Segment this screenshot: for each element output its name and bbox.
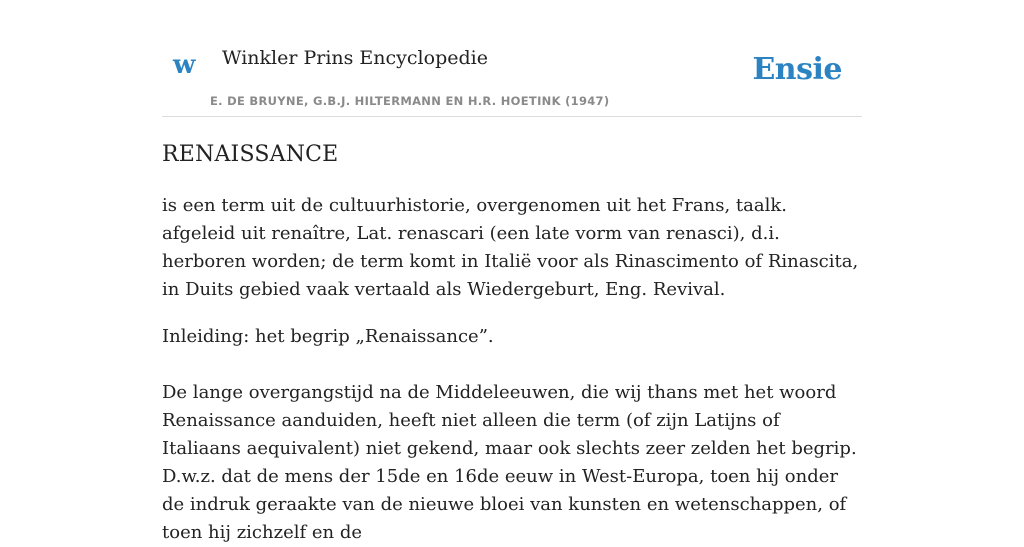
article-title: RENAISSANCE (162, 142, 339, 167)
article-intro: is een term uit de cultuurhistorie, overgenomen uit het Frans, taalk. afgeleid uit renaître, Lat. renascari (een late vorm van renasci), d.i. herboren worden; de term komt in Italië voor als Rinascimento of Rinascita, in Duits gebied vaak vertaald als Wiedergeburt, Eng. Revival. (162, 195, 859, 300)
article-body: De lange overgangstijd na de Middeleeuwen, die wij thans met het woord Renaissance aanduiden, heeft niet alleen die term (of zijn Latijns of Italiaans aequivalent) niet gekend, maar ook slechts zeer zelden het begrip. D.w.z. dat de mens der 15de en 16de eeuw in West-Europa, toen hij onder de indruk geraakte van de nieuwe bloei van kunsten en wetenschappen, of toen hij zichzelf en de (162, 382, 857, 543)
source-authors: E. DE BRUYNE, G.B.J. HILTERMANN EN H.R. HOETINK (1947) (210, 94, 610, 108)
source-title[interactable]: Winkler Prins Encyclopedie (222, 47, 488, 69)
encyclopedia-logo-icon[interactable]: w (173, 50, 196, 80)
brand-logo[interactable]: Ensie (752, 52, 842, 87)
source-header (162, 0, 862, 117)
section-heading: Inleiding: het begrip „Renaissance”. (162, 326, 494, 347)
article-content (162, 140, 862, 547)
